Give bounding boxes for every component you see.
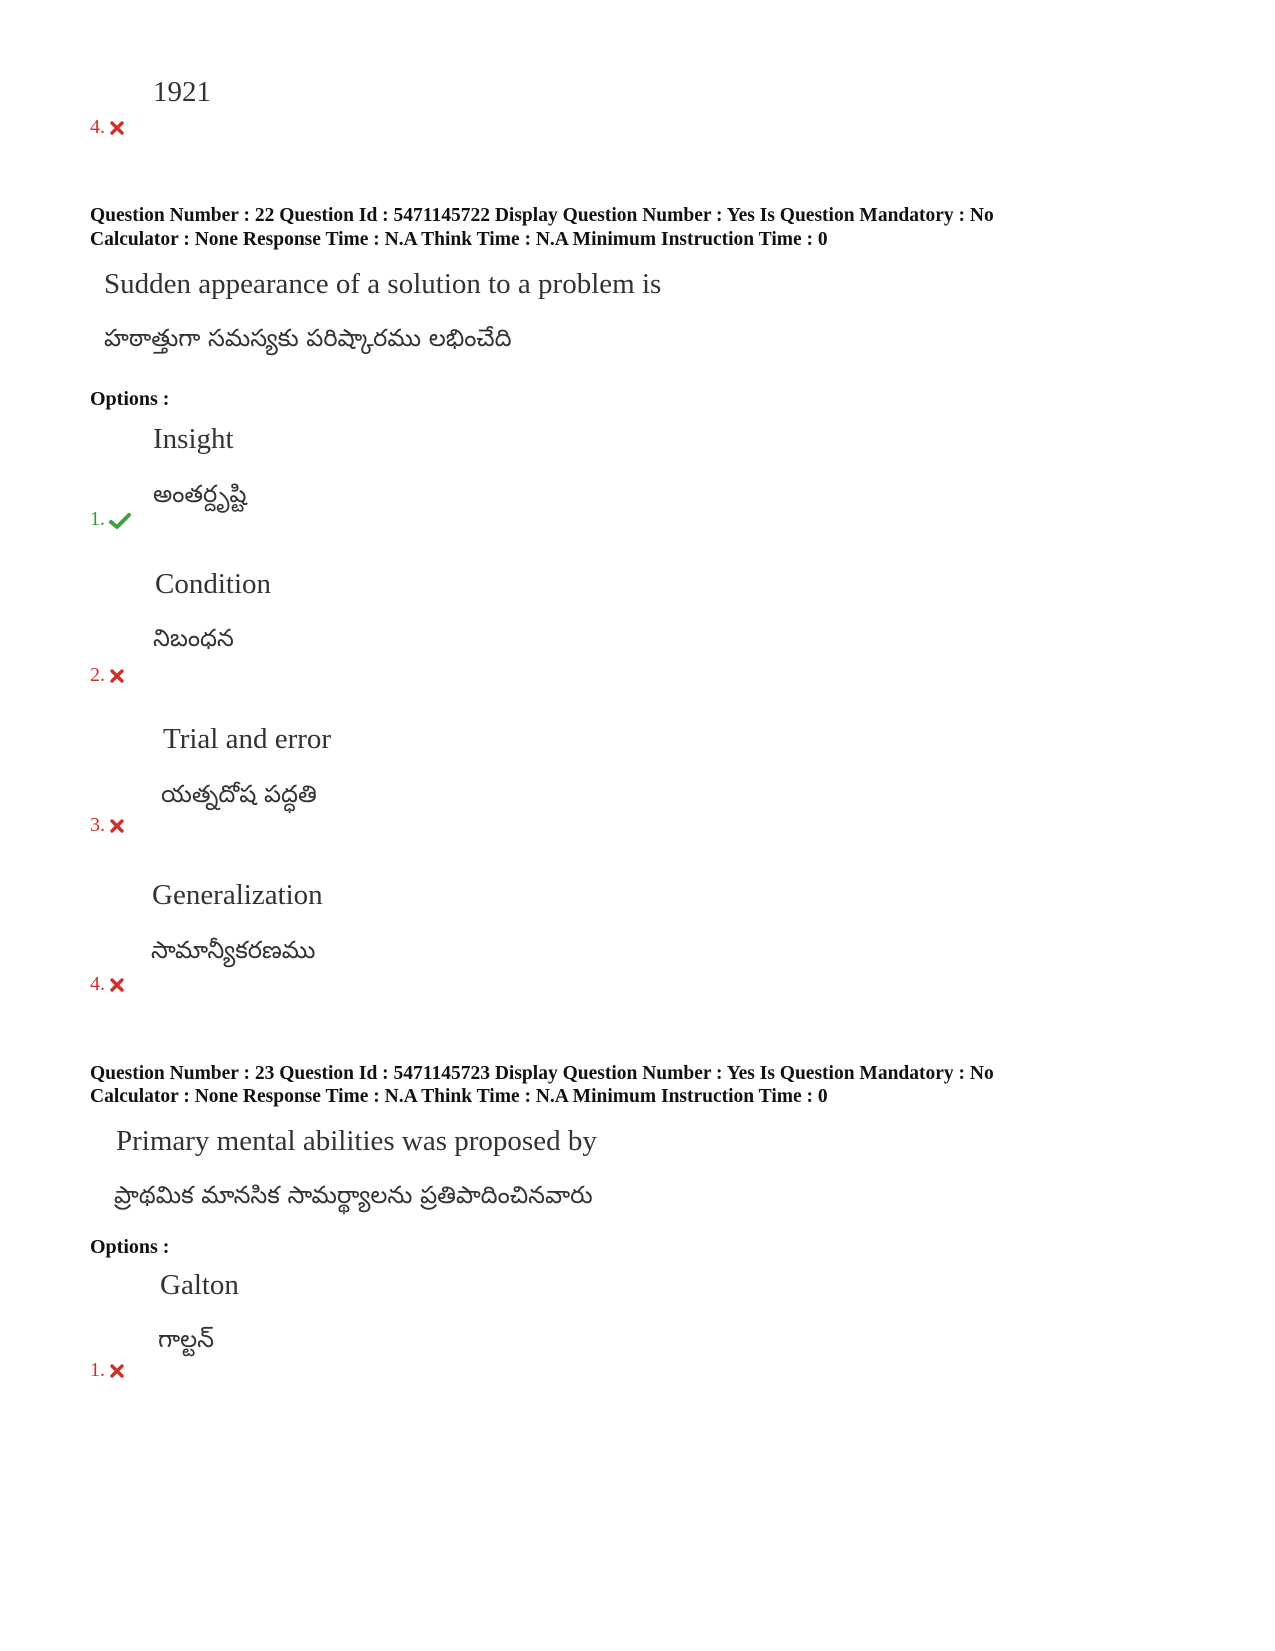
option-text-te: సామాన్యీకరణము <box>151 936 316 964</box>
options-label: Options : <box>90 388 170 410</box>
check-icon <box>109 512 131 528</box>
question-meta-line2: Calculator : None Response Time : N.A Think Time : N.A Minimum Instruction Time : 0 <box>90 229 828 250</box>
option-number-label: 4. <box>90 973 105 995</box>
question-meta-line1: Question Number : 22 Question Id : 5471145722 Display Question Number : Yes Is Question Mandatory : No <box>90 205 994 226</box>
option-number-label: 1. <box>90 1359 105 1381</box>
option-text-te: నిబంధన <box>153 624 234 652</box>
option-number-4 <box>90 116 125 139</box>
option-number-label: 2. <box>90 664 105 686</box>
option-text-te: గాల్టన్ <box>158 1325 214 1353</box>
option-text-en: Galton <box>160 1269 239 1301</box>
option-number-label: 4. <box>90 116 105 138</box>
cross-icon <box>109 1363 125 1379</box>
option-text-en: 1921 <box>153 76 211 108</box>
question-text-en: Primary mental abilities was proposed by <box>116 1125 597 1157</box>
cross-icon <box>109 818 125 834</box>
question-text-en: Sudden appearance of a solution to a problem is <box>104 268 662 300</box>
options-label: Options : <box>90 1236 170 1258</box>
option-number-2 <box>90 664 125 687</box>
cross-icon <box>109 977 125 993</box>
cross-icon <box>109 668 125 684</box>
option-number-1 <box>90 1359 125 1382</box>
option-text-te: అంతర్దృష్టి <box>153 480 247 508</box>
option-text-en: Insight <box>153 423 234 455</box>
option-number-4 <box>90 973 125 996</box>
option-number-1 <box>90 508 131 531</box>
option-number-label: 1. <box>90 508 105 530</box>
question-text-te: ప్రాథమిక మానసిక సామర్థ్యాలను ప్రతిపాదించినవారు <box>114 1181 593 1209</box>
option-text-te: యత్నదోష పద్ధతి <box>161 780 317 808</box>
cross-icon <box>109 120 125 136</box>
option-number-3 <box>90 814 125 837</box>
option-text-en: Generalization <box>152 879 323 911</box>
option-number-label: 3. <box>90 814 105 836</box>
question-meta-line1: Question Number : 23 Question Id : 5471145723 Display Question Number : Yes Is Question Mandatory : No <box>90 1063 994 1084</box>
question-text-te: హఠాత్తుగా సమస్యకు పరిష్కారము లభించేది <box>104 324 512 352</box>
option-text-en: Condition <box>155 568 272 600</box>
option-text-en: Trial and error <box>163 723 332 755</box>
question-meta-line2: Calculator : None Response Time : N.A Think Time : N.A Minimum Instruction Time : 0 <box>90 1086 828 1107</box>
